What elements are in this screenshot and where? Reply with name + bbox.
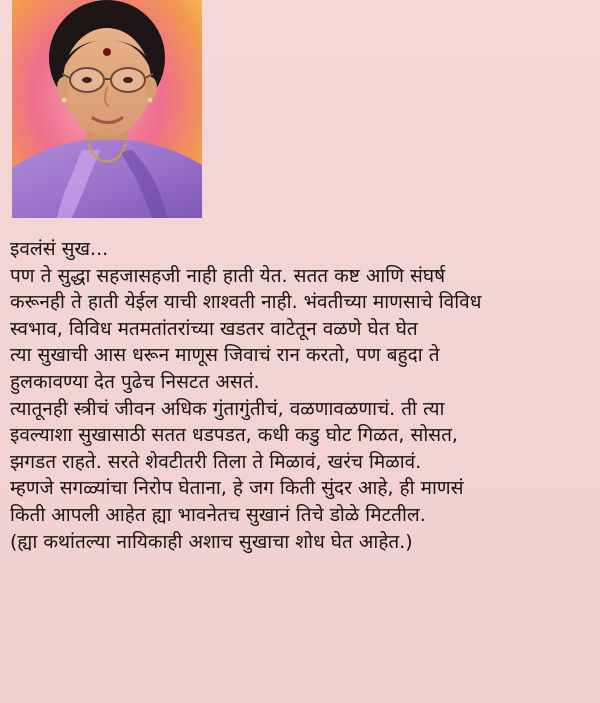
heading-line: इवलंसं सुख... bbox=[10, 238, 109, 260]
text-line: म्हणजे सगळ्यांचा निरोप घेताना, हे जग किती सुंदर आहे, ही माणसं bbox=[10, 477, 464, 500]
text-line: हुलकावण्या देत पुढेच निसटत असतं. bbox=[10, 370, 260, 393]
text-line: किती आपली आहेत ह्या भावनेतच सुखानं तिचे डोळे मिटतील. bbox=[10, 503, 426, 526]
text-line: इवल्याशा सुखासाठी सतत धडपडत, कधी कडु घोट गिळत, सोसत, bbox=[10, 424, 458, 447]
text-line: त्यातूनही स्त्रीचं जीवन अधिक गुंतागुंतीचं, वळणावळणाचं. ती त्या bbox=[10, 397, 445, 420]
text-line: पण ते सुद्धा सहजासहजी नाही हाती येत. सतत कष्ट आणि संघर्ष bbox=[10, 264, 446, 287]
paragraph-2 bbox=[10, 396, 595, 529]
text-line: करूनही ते हाती येईल याची शाश्वती नाही. भंवतीच्या माणसाचे विविध bbox=[10, 291, 482, 314]
text-line: त्या सुखाची आस धरून माणूस जिवाचं रान करतो, पण बहुदा ते bbox=[10, 344, 440, 367]
text-line: झगडत राहते. सरते शेवटीतरी तिला ते मिळावं, खरंच मिळावं. bbox=[10, 450, 422, 473]
paragraph-1 bbox=[10, 263, 595, 396]
author-portrait bbox=[12, 0, 202, 218]
portrait-photo-icon bbox=[12, 0, 202, 218]
blurb-text bbox=[10, 236, 595, 555]
text-line: स्वभाव, विविध मतमतांतरांच्या खडतर वाटेतून वळणे घेत घेत bbox=[10, 317, 418, 340]
closing-line: (ह्या कथांतल्या नायिकाही अशाच सुखाचा शोध घेत आहेत.) bbox=[10, 530, 413, 553]
